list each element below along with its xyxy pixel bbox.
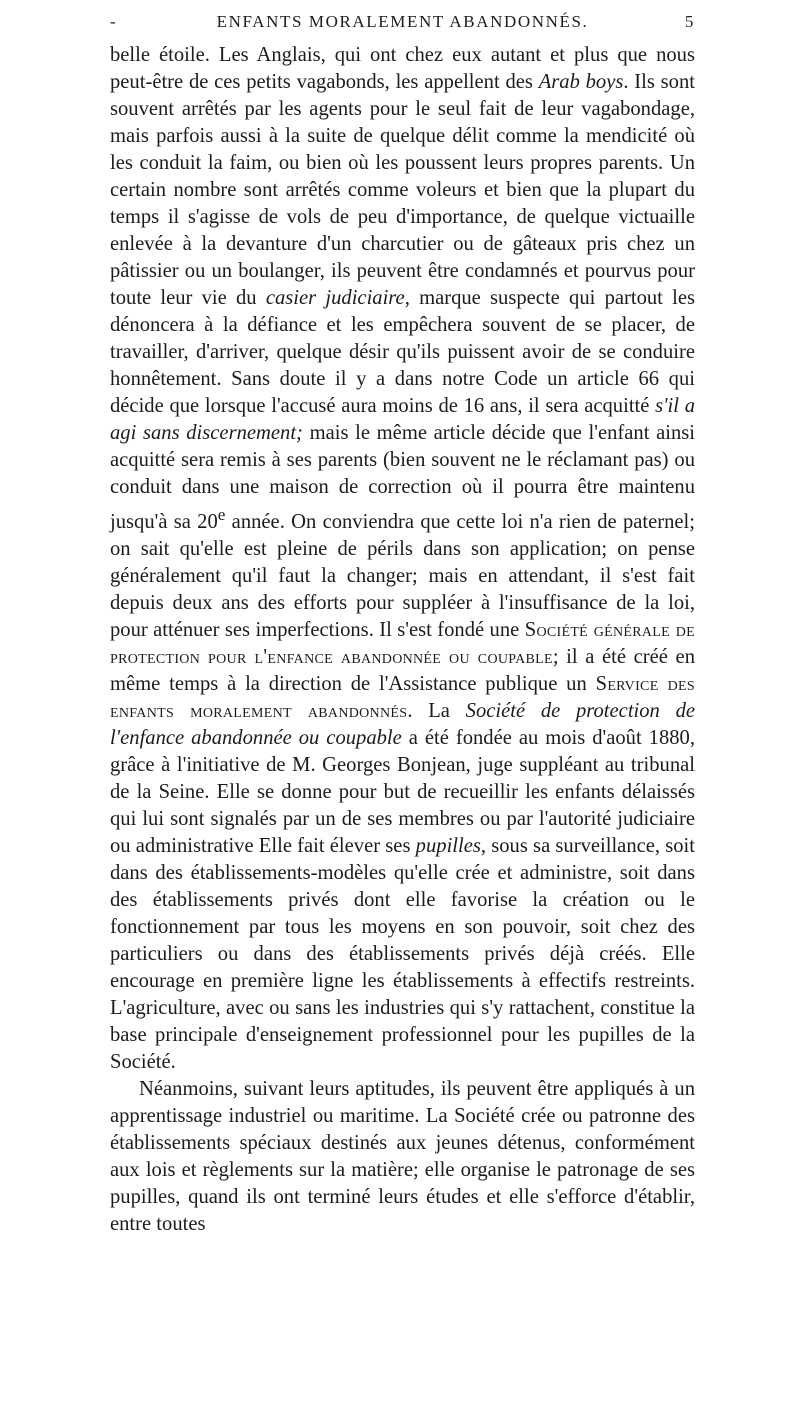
text-run: belle étoile. Les Anglais, qui ont chez eux autant et plus que nous peut-être de ces petits vagabonds, les appellent des [110,44,695,93]
italic-casier-judiciaire: casier judiciaire [265,287,405,309]
page-number: 5 [684,12,695,31]
text-run: , sous sa surveillance, soit dans des établissements-modèles qu'elle crée et administre, soit dans des établissements privés dont elle favorise la création ou le fonctionnement par tous les moyens en son pouvoir, soit chez des particuliers ou dans des établissements privés déjà créés. Elle encourage en première ligne les établissements à effectifs restreints. L'agriculture, avec ou sans les industries qui s'y rattachent, constitue la base principale d'enseignement professionnel pour les pupilles de la Société. [110,834,695,1073]
text-run: a été fondée au mois d'août 1880, grâce à l'initiative de M. Georges Bonjean, juge suppléant au tribunal de la Seine. Elle se donne pour but de recueillir les enfants délaissés qui lui sont signalés par un de ses membres ou par l'autorité judiciaire ou administrative Elle fait élever ses [110,726,696,857]
text-run: . Ils sont souvent arrêtés par les agents pour le seul fait de leur vagabondage, mais parfois aussi à la suite de quelque délit comme la mendicité où les conduit la faim, ou bien où les poussent leurs propres parents. Un certain nombre sont arrêtés comme voleurs et bien que la plupart du temps il s'agisse de vols de peu d'importance, de quelque victuaille enlevée à la devanture d'un charcutier ou de gâteaux pris chez un pâtissier ou un boulanger, ils peuvent être condamnés et pourvus pour toute leur vie du [110,71,695,309]
ordinal-superscript: e [217,505,226,524]
running-title: ENFANTS MORALEMENT ABANDONNÉS. [216,12,589,31]
italic-arab-boys: Arab boys [538,71,624,93]
paragraph-1 [110,42,695,1076]
smallcaps-service-enfants: Service des enfants moralement abandonnés [110,672,695,722]
italic-discernement: s'il a agi sans discernement; [110,395,695,444]
text-run: année. On conviendra que cette loi n'a rien de paternel; on sait qu'elle est pleine de périls dans son application; on pense généralement qu'il faut la changer; mais en attendant, il s'est fait depuis deux ans des efforts pour suppléer à l'insuffisance de la loi, pour atténuer ses imperfections. Il s'est fondé une [110,510,695,641]
italic-pupilles: pupilles [415,834,481,857]
smallcaps-societe-generale: Société générale de protection pour l'enfance abandonnée ou coupable [110,618,695,668]
header-marker: - [110,12,118,31]
text-run: . La [407,699,466,722]
body-text [110,42,695,1238]
text-run: , marque suspecte qui partout les dénoncera à la défiance et les empêchera souvent de se placer, de travailler, d'arriver, quelque désir qu'ils puissent avoir de se conduire honnêtement. Sans doute il y a dans notre Code un article 66 qui décide que lorsque l'accusé aura moins de 16 ans, il sera acquitté [110,287,695,417]
text-run: mais le même article décide que l'enfant ainsi acquitté sera remis à ses parents (bien souvent ne le réclamant pas) ou conduit dans une maison de correction où il pourra être maintenu jusqu'à sa 20 [110,422,695,533]
paragraph-2: Néanmoins, suivant leurs aptitudes, ils peuvent être appliqués à un apprentissage industriel ou maritime. La Société crée ou patronne des établissements spéciaux destinés aux jeunes détenus, conformément aux lois et règlements sur la matière; elle organise le patronage de ses pupilles, quand ils ont terminé leurs études et elle s'efforce d'établir, entre toutes [110,1077,695,1235]
italic-societe-protection: Société de protection de l'enfance abandonnée ou coupable [110,699,696,749]
running-head [110,12,695,38]
text-run: ; il a été créé en même temps à la direction de l'Assistance publique un [110,645,695,695]
